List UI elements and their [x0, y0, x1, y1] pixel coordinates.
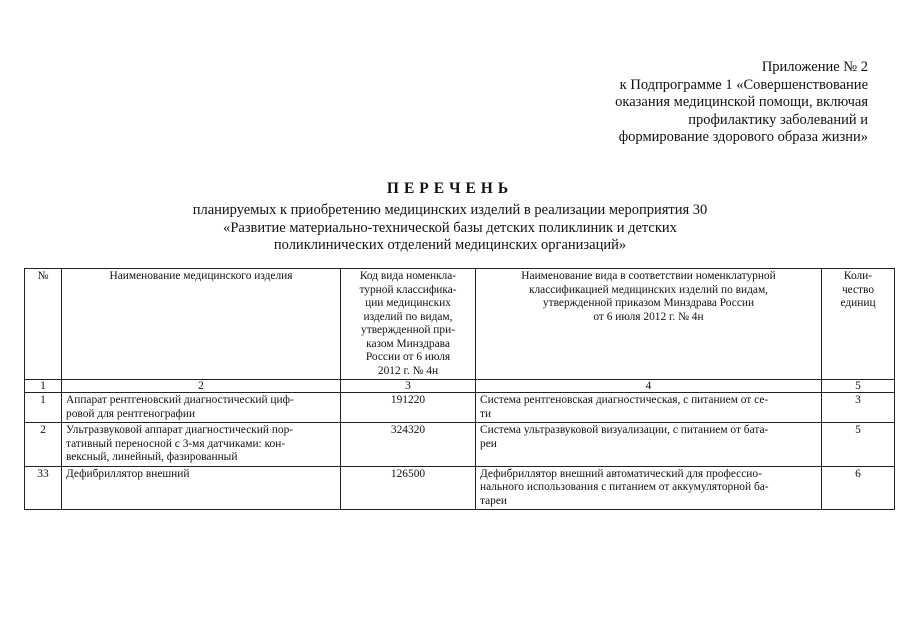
document-title: ПЕРЕЧЕНЬ — [386, 180, 514, 197]
document-subtitle — [150, 202, 750, 255]
row-code: 324320 — [341, 423, 476, 467]
appendix-line: профилактику заболеваний и — [688, 111, 868, 128]
row-kind: Система ультразвуковой визуализации, с питанием от бата- реи — [476, 423, 822, 467]
header-name: Наименование медицинского изделия — [62, 269, 341, 380]
row-name: Аппарат рентгеновский диагностический циф- ровой для рентгенографии — [62, 393, 341, 423]
subtitle-line: планируемых к приобретению медицинских изделий в реализации мероприятия 30 — [192, 202, 708, 218]
column-number-row — [25, 380, 895, 393]
appendix-line: к Подпрограмме 1 «Совершенствование — [619, 76, 868, 93]
appendix-line: оказания медицинской помощи, включая — [615, 94, 868, 111]
subtitle-line: «Развитие материально-технической базы детских поликлиник и детских — [223, 219, 677, 236]
row-name: Ультразвуковой аппарат диагностический пор- тативный переносной с 3-мя датчиками: кон- вексный, линейный, фазированный — [62, 423, 341, 467]
row-number: 33 — [25, 466, 62, 510]
subtitle-line: поликлинических отделений медицинских организаций» — [273, 237, 627, 253]
row-quantity: 3 — [822, 393, 895, 423]
table-row — [25, 423, 895, 467]
appendix-line: Приложение № 2 — [761, 59, 868, 75]
header-number: № — [25, 269, 62, 380]
column-number: 2 — [62, 380, 341, 393]
row-code: 191220 — [341, 393, 476, 423]
row-kind: Дефибриллятор внешний автоматический для профессио- нального использования с питанием от аккумуляторной ба- тареи — [476, 466, 822, 510]
row-number: 2 — [25, 423, 62, 467]
table-header-row — [25, 269, 895, 380]
appendix-line: формирование здорового образа жизни» — [618, 129, 868, 146]
header-quantity: Коли- чество единиц — [822, 269, 895, 380]
row-quantity: 5 — [822, 423, 895, 467]
table-row — [25, 393, 895, 423]
header-code: Код вида номенкла- турной классифика- ции медицинских изделий по видам, утвержденной при- казом Минздрава России от 6 июля 2012 г. № 4н — [341, 269, 476, 380]
column-number: 3 — [341, 380, 476, 393]
row-code: 126500 — [341, 466, 476, 510]
column-number: 5 — [822, 380, 895, 393]
table-row — [25, 466, 895, 510]
row-kind: Система рентгеновская диагностическая, с питанием от се- ти — [476, 393, 822, 423]
column-number: 1 — [25, 380, 62, 393]
column-number: 4 — [476, 380, 822, 393]
header-kind: Наименование вида в соответствии номенклатурной классификацией медицинских изделий по видам, утвержденной приказом Минздрава России от 6 июля 2012 г. № 4н — [476, 269, 822, 380]
items-table — [24, 268, 895, 510]
row-number: 1 — [25, 393, 62, 423]
row-quantity: 6 — [822, 466, 895, 510]
appendix-note — [568, 59, 868, 147]
row-name: Дефибриллятор внешний — [62, 466, 341, 510]
